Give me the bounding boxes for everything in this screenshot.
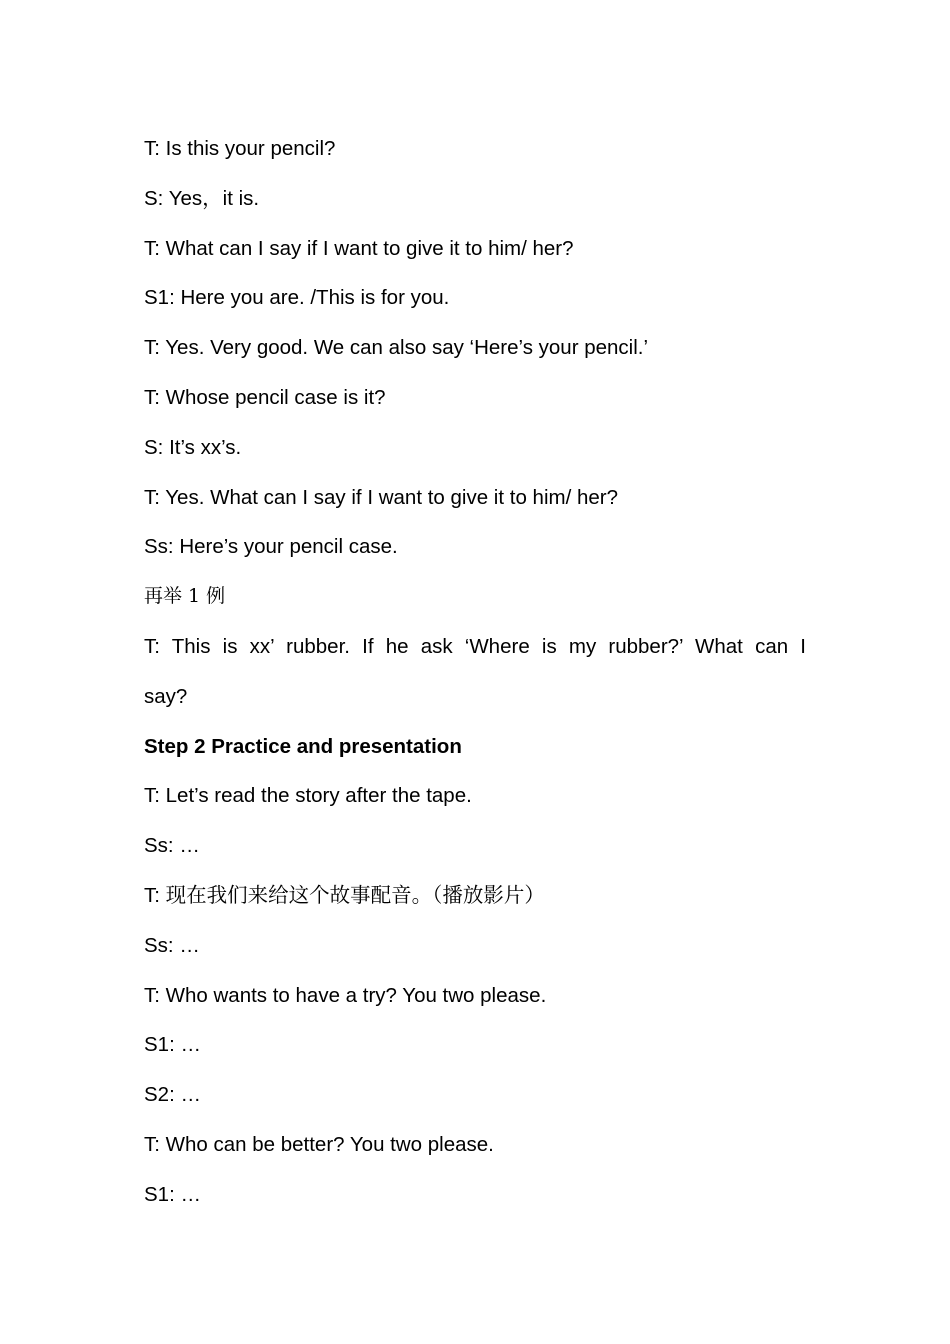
instruction-note: 再举 1 例	[144, 585, 226, 608]
dialogue-line: say?	[144, 684, 188, 708]
section-heading: Step 2 Practice and presentation	[144, 734, 462, 758]
dialogue-line: T: 现在我们来给这个故事配音。（播放影片）	[144, 883, 545, 907]
document-body	[144, 124, 806, 1220]
dialogue-line: S: Yes，it is.	[144, 186, 260, 210]
dialogue-line: S1: Here you are. /This is for you.	[144, 286, 450, 310]
dialogue-line: T: Yes. What can I say if I want to give it to him/ her?	[144, 485, 619, 509]
dialogue-line: S1: …	[144, 1182, 201, 1206]
dialogue-line: T: This is xx’ rubber. If he ask ‘Where is my rubber?’ What can I	[144, 634, 806, 658]
dialogue-line: T: Yes. Very good. We can also say ‘Here’s your pencil.’	[144, 336, 649, 360]
dialogue-line: T: What can I say if I want to give it to him/ her?	[144, 236, 574, 260]
dialogue-line: T: Who can be better? You two please.	[144, 1132, 494, 1156]
dialogue-line: T: Let’s read the story after the tape.	[144, 784, 472, 808]
dialogue-line: Ss: …	[144, 933, 200, 957]
dialogue-line: S: It’s xx’s.	[144, 435, 242, 459]
dialogue-line: T: Is this your pencil?	[144, 137, 336, 160]
dialogue-line: S2: …	[144, 1083, 201, 1107]
dialogue-line: Ss: …	[144, 834, 200, 858]
dialogue-line: T: Who wants to have a try? You two please.	[144, 983, 547, 1007]
dialogue-line: T: Whose pencil case is it?	[144, 385, 386, 409]
dialogue-line: S1: …	[144, 1033, 201, 1057]
dialogue-line: Ss: Here’s your pencil case.	[144, 535, 398, 559]
